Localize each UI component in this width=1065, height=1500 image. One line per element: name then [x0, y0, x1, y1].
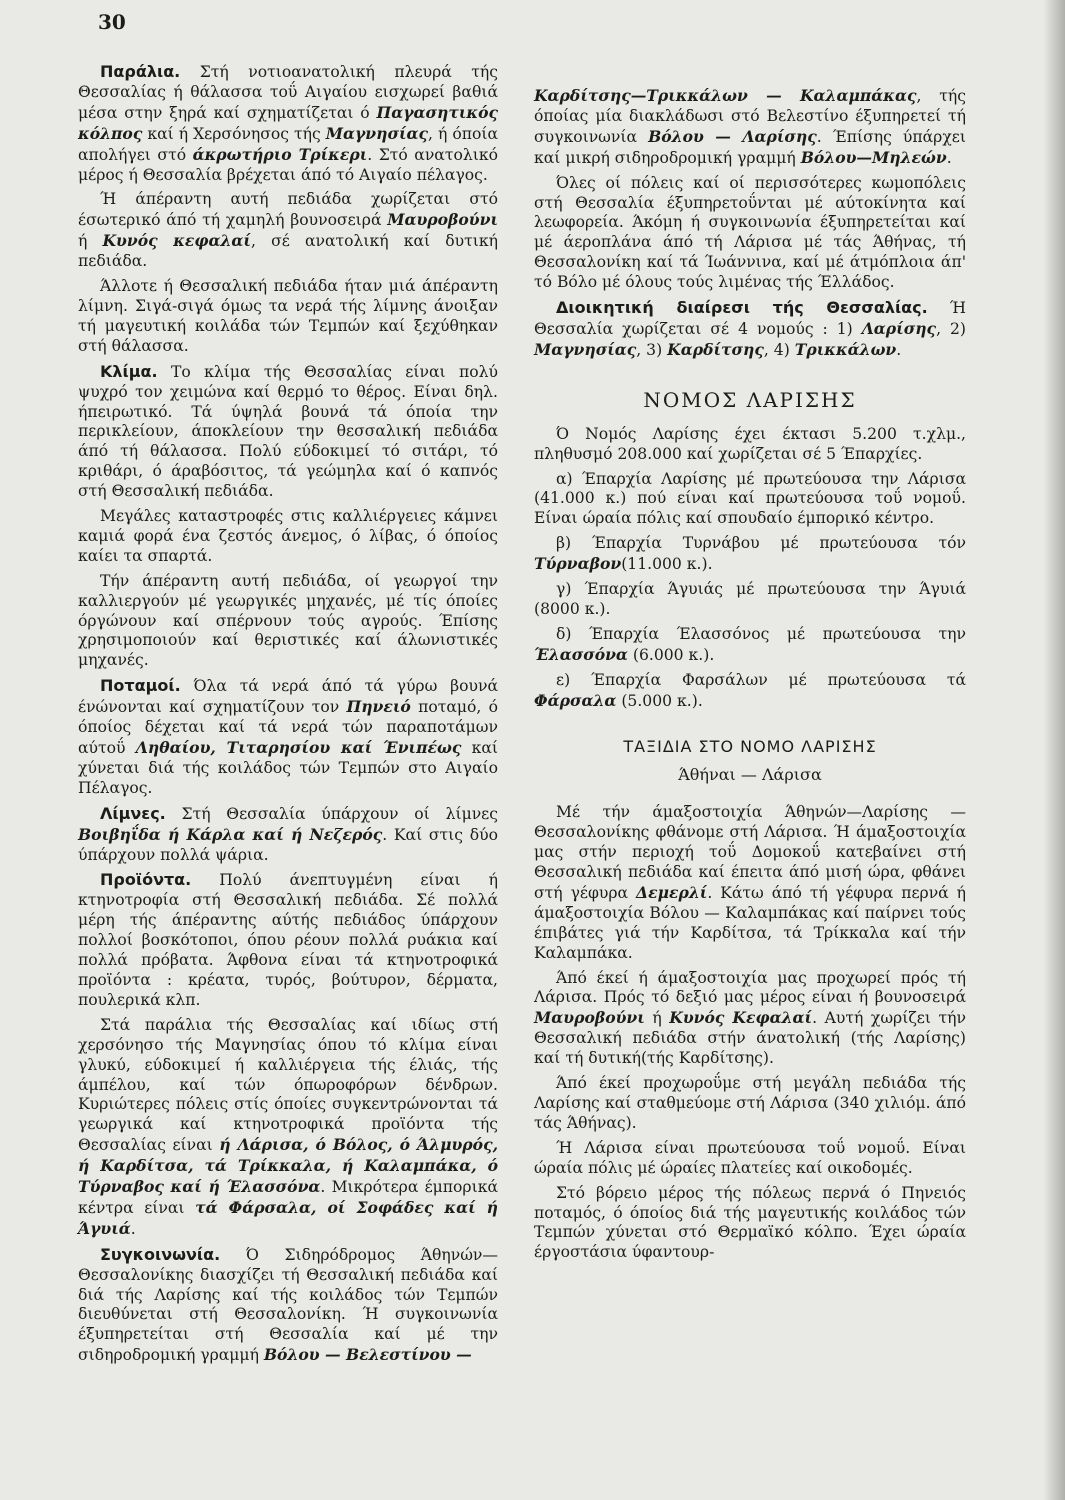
emphasized-term: ή Λάρισα, ό Βόλος, ό Άλμυρός, ή Καρδίτσα, τά Τρίκκαλα, ή Καλαμπάκα, ό Τύρναβος καί ή Έλασσόνα: [78, 1135, 498, 1197]
paragraph-text: (11.000 κ.).: [621, 555, 713, 574]
right_column_top-paragraph: [534, 298, 966, 361]
paragraph-text: Όλα τά νερά άπό τά γύρω βουνά ένώνονται καί σχηματίζουν τον: [78, 677, 498, 717]
paragraph-text: , ή όποία απολήγει στό: [78, 124, 498, 164]
paragraph-text: β) Έπαρχία Τυρνάβου μέ πρωτεύουσα τόν: [556, 534, 966, 553]
paragraph-lead-heading: Προϊόντα.: [100, 870, 192, 890]
paragraph-text: ποταμό, ό όποίος δέχεται καί τά νερά τών παραποτάμων αύτοΰ: [78, 698, 499, 757]
paragraph-text: ή: [78, 232, 103, 251]
right_column_top-paragraph: [534, 86, 966, 169]
paragraph-text: .: [946, 148, 952, 167]
paragraph-text: καί χύνεται διά τής κοιλάδος τών Τεμπών στο Αιγαίο Πέλαγος.: [78, 739, 498, 797]
emphasized-term: Παγασητικός κόλπος: [78, 102, 498, 143]
emphasized-term: Βόλου — Λαρίσης: [648, 126, 817, 146]
paragraph-text: . Μικρότερα έμπορικά κέντρα είναι: [78, 1178, 498, 1217]
emphasized-term: Κυνός Κεφαλαί: [669, 1008, 813, 1028]
paragraph-text: , σέ ανατολική καί δυτική πεδιάδα.: [78, 232, 498, 271]
emphasized-term: Καρδίτσης: [667, 339, 764, 359]
paragraph-text: .: [896, 340, 902, 359]
right_column_top-paragraph: [534, 174, 966, 293]
emphasized-term: Δεμερλί: [636, 882, 708, 902]
paragraph-text: . Αυτή χωρίζει τήν Θεσσαλική πεδιάδα στήν άνατολική (τής Λαρίσης) καί τή δυτική(τής Καρδίτσης).: [534, 1009, 966, 1068]
eparchies-paragraph: [534, 580, 966, 620]
paragraph-text: ή: [644, 1009, 670, 1028]
page-number: 30: [98, 10, 126, 34]
paragraph-text: , 3): [636, 340, 668, 359]
left_column-paragraph: [78, 870, 498, 1010]
travel_paragraphs-paragraph: [534, 1074, 966, 1134]
emphasized-term: άκρωτήριο Τρίκερι: [192, 144, 368, 164]
emphasized-term: Βοιβηΐδα ή Κάρλα καί ή Νεζερός: [78, 824, 383, 844]
left_column-paragraph: [78, 277, 498, 357]
emphasized-term: Μαυροβούνι: [387, 210, 498, 230]
paragraph-text: Άλλοτε ή Θεσσαλική πεδιάδα ήταν μιά άπέραντη λίμνη. Σιγά-σιγά όμως τα νερά τής λίμνης άνοιξαν τή μαγευτική κοιλάδα τών Τεμπών καί ξεχύθηκαν στή θάλασσα.: [78, 277, 498, 355]
emphasized-term: Φάρσαλα: [534, 690, 617, 710]
paragraph-text: , τής όποίας μία διακλάδωσι στό Βελεστίνο έξυπηρετεί τή συγκοινωνία: [534, 87, 966, 146]
left_column-paragraph: [78, 1245, 498, 1366]
emphasized-term: Τρικκάλων: [794, 339, 897, 359]
paragraph-text: Μεγάλες καταστροφές στις καλλιέργειες κάμνει καμιά φορά ένα ζεστός άνεμος, ό λίβας, ό όποίος καίει τα σπαρτά.: [78, 507, 498, 565]
travel_paragraphs-paragraph: [534, 803, 966, 963]
paragraph-lead-heading: Κλίμα.: [100, 361, 158, 381]
paragraph-lead-heading: Συγκοινωνία.: [100, 1244, 221, 1264]
paragraph-text: Άπό έκεί προχωροΰμε στή μεγάλη πεδιάδα τής Λαρίσης καί σταθμεύομε στή Λάρισα (340 χιλιόμ. άπό τάς Άθήνας).: [534, 1074, 966, 1132]
emphasized-term: Έλασσόνα: [534, 644, 628, 664]
left_column-paragraph: [78, 190, 498, 272]
paragraph-lead-heading: Ποταμοί.: [100, 676, 181, 696]
emphasized-term: Λαρίσης: [861, 318, 937, 338]
travel_paragraphs-paragraph: [534, 1139, 966, 1179]
left_column-paragraph: [78, 572, 498, 672]
paragraph-text: δ) Έπαρχία Έλασσόνος μέ πρωτεύουσα την: [556, 624, 966, 643]
travel-paragraphs: [534, 803, 966, 1263]
emphasized-term: Μαυροβούνι: [534, 1008, 645, 1028]
paragraph-text: . Στό ανατολικό μέρος ή Θεσσαλία βρέχεται άπό τό Αιγαίο πέλαγος.: [78, 145, 498, 184]
paragraph-text: γ) Έπαρχία Άγυιάς μέ πρωτεύουσα την Άγυιά (8000 κ.).: [534, 580, 966, 618]
paragraph-text: α) Έπαρχία Λαρίσης μέ πρωτεύουσα την Λάρισα (41.000 κ.) πού είναι καί πρωτεύουσα τοΰ νομοΰ. Είναι ώραία πόλις καί σπουδαίο έμπορικό κέντρο.: [534, 469, 966, 528]
eparchies-paragraph: [534, 671, 966, 712]
emphasized-term: Μαγνησίας: [534, 339, 637, 359]
left-column-paragraphs: [78, 62, 498, 1366]
paragraph-text: . Κάτω άπό τή γέφυρα περνά ή άμαξοστοιχία Βόλου — Καλαμπάκας καί παίρνει τούς έπιβάτες γιά τήν Καρδίτσα, τά Τρίκκαλα καί τήν Καλαμπάκα.: [534, 883, 966, 962]
eparchies-paragraph: [534, 625, 966, 666]
paragraph-text: Στή Θεσσαλία ύπάρχουν οί λίμνες: [165, 804, 498, 823]
paragraph-text: , 2): [936, 319, 966, 338]
paragraph-text: Μέ τήν άμαξοστοιχία Άθηνών—Λαρίσης — Θεσσαλονίκης φθάνομε στή Λάρισα. Ή άμαξοστοιχία μας στήν περιοχή τοΰ Δομοκοΰ κατεβαίνει στή Θεσσαλική πεδιάδα καί έπειτα άπό μισή ώρα, φθάνει στή γέφυρα: [534, 803, 966, 902]
left_column-paragraph: [78, 362, 498, 502]
paragraph-text: Ή Θεσσαλία χωρίζεται σέ 4 νομούς : 1): [534, 299, 966, 338]
emphasized-term: Πηνειό: [346, 697, 411, 717]
left_column-paragraph: [78, 62, 498, 185]
emphasized-term: Μαγνησίας: [325, 123, 429, 143]
paragraph-text: (6.000 κ.).: [627, 645, 715, 664]
paragraph-text: .: [130, 1219, 136, 1238]
paragraph-lead-heading: Παράλια.: [100, 62, 181, 81]
paragraph-text: Όλες οί πόλεις καί οί περισσότερες κωμοπόλεις στή Θεσσαλία έξυπηρετοΰνται μέ αύτοκίνητα καί λεωφορεία. Άκόμη ή συγκοινωνία έξυπηρετείται καί μέ άεροπλάνα άπό τή Λάρισα μέ τάς Άθήνας, τή Θεσσαλονίκη καί τά Ίωάννινα, καί μέ άτμόπλοια άπ' τό Βόλο μέ όλους τούς λιμένας τής Έλλάδος.: [534, 173, 966, 292]
travel-subtitle: Άθήναι — Λάρισα: [678, 765, 822, 785]
paragraph-text: Το κλίμα τής Θεσσαλίας είναι πολύ ψυχρό τον χειμώνα καί θερμό το θέρος. Είναι δηλ. ήπειρωτικό. Τά ύψηλά βουνά τά όποία την περικλείουν, άποκλείουν την θεσσαλική πεδιάδα άπό τή θάλασσα. Πολύ εύδοκιμεί τό σιτάρι, τό κριθάρι, ό άραβόσιτος, τά γεώμηλα καί ό καπνός στή Θεσσαλική πεδιάδα.: [78, 362, 498, 501]
paragraph-text: Στό βόρειο μέρος τής πόλεως περνά ό Πηνειός ποταμός, ό όποίος διά τής μαγευτικής κοιλάδος τών Τεμπών χύνεται στό Θερμαϊκό κόλπο. Έχει ώραία έργοστάσια ύφαντουρ-: [534, 1183, 966, 1262]
paragraph-text: Στή νοτιοανατολική πλευρά τής Θεσσαλίας ή θάλασσα τοΰ Αιγαίου εισχωρεί βαθιά μέσα στην ξηρά καί σχηματίζεται ό: [78, 63, 498, 122]
section-title: ΝΟΜΟΣ ΛΑΡΙΣΗΣ: [643, 387, 857, 412]
travel_paragraphs-paragraph: [534, 1184, 966, 1264]
eparchies-list: [534, 470, 966, 712]
emphasized-term: Τύρναβον: [534, 554, 622, 574]
emphasized-term: Ληθαίου, Τιταρησίου καί Ένιπέως: [135, 738, 462, 757]
left_column-paragraph: [78, 676, 498, 798]
paragraph-text: Πολύ άνεπτυγμένη είναι ή κτηνοτροφία στή Θεσσαλική πεδιάδα. Σέ πολλά μέρη τής άπέραντης αύτής πεδιάδος ύπάρχουν πολλοί βοσκότοποι, όπου ρέουν πολλά ρυάκια καί πολλά πρόβατα. Άφθονα είναι τά κτηνοτροφικά προϊόντα : κρέατα, τυρός, βούτυρον, δέρματα, πουλερικά κλπ.: [78, 871, 498, 1009]
paragraph-lead-heading: Λίμνες.: [100, 803, 166, 823]
paragraph-text: Ή άπέραντη αυτή πεδιάδα χωρίζεται στό έσωτερικό άπό τή χαμηλή βουνοσειρά: [78, 190, 498, 230]
travel-title: ΤΑΞΙΔΙΑ ΣΤΟ ΝΟΜΟ ΛΑΡΙΣΗΣ: [623, 737, 877, 757]
eparchies-paragraph: [534, 534, 966, 575]
paragraph-text: . Έπίσης ύπάρχει καί μικρή σιδηροδρομική γραμμή: [534, 127, 966, 167]
paragraph-text: , 4): [763, 340, 795, 359]
paragraph-text: Στά παράλια τής Θεσσαλίας καί ιδίως στή χερσόνησο τής Μαγνησίας όπου τό κλίμα είναι γλυκύ, εύδοκιμεί ή καλλιέργεια τής έλιάς, τής άμπέλου, καί τών όπωροφόρων δένδρων. Κυριώτερες πόλεις στίς όποίες συγκεντρώνονται τά γεωργικά καί κτηνοτροφικά προϊόντα τής Θεσσαλίας είναι: [78, 1015, 498, 1155]
left_column-paragraph: [78, 507, 498, 567]
paragraph-text: Τήν άπέραντη αυτή πεδιάδα, οί γεωργοί την καλλιεργούν μέ γεωργικές μηχανές, μέ τίς όποίες όργώνουν καί σπέρνουν τούς αγρούς. Έπίσης χρησιμοποιούν καί θεριστικές καί άλωνιστικές μηχανές.: [78, 571, 498, 670]
paragraph-text: Άπό έκεί ή άμαξοστοιχία μας προχωρεί πρός τή Λάρισα. Πρός τό δεξιό μας μέρος είναι ή βουνοσειρά: [534, 968, 966, 1007]
emphasized-term: τά Φάρσαλα, οί Σοφάδες καί ή Άγυιά: [78, 1197, 498, 1238]
paragraph-text: ε) Έπαρχία Φαρσάλων μέ πρωτεύουσα τά: [556, 670, 966, 689]
paragraph-lead-heading: Διοικητική διαίρεσι τής Θεσσαλίας.: [556, 298, 928, 318]
emphasized-term: Βόλου — Βελεστίνου —: [263, 1345, 472, 1365]
paragraph-text: . Καί στις δύο ύπάρχουν πολλά ψάρια.: [78, 825, 499, 864]
paragraph-text: καί ή Χερσόνησος τής: [142, 124, 326, 143]
page-edge-shadow: [1043, 0, 1065, 1500]
emphasized-term: Κυνός κεφαλαί: [102, 231, 251, 251]
nomos-intro: Ό Νομός Λαρίσης έχει έκτασι 5.200 τ.χλμ., πληθυσμό 208.000 καί χωρίζεται σέ 5 Έπαρχίες.: [534, 424, 966, 463]
paragraph-text: Ή Λάρισα είναι πρωτεύουσα τοΰ νομοΰ. Είναι ώραία πόλις μέ ώραίες πλατείες καί οικοδομές.: [534, 1138, 966, 1177]
emphasized-term: Καρδίτσης—Τρικκάλων — Καλαμπάκας: [534, 86, 917, 105]
right-column-top-paragraphs: [534, 86, 966, 361]
paragraph-text: Ό Σιδηρόδρομος Άθηνών—Θεσσαλονίκης διασχίζει τή Θεσσαλική πεδιάδα καί διά τής Λαρίσης καί τής κοιλάδος τών Τεμπών διευθύνεται στή Θεσσαλονίκη. Ή συγκοινωνία έξυπηρετείται στή Θεσσαλία καί μέ την σιδηροδρομική γραμμή: [78, 1245, 498, 1365]
travel_paragraphs-paragraph: [534, 969, 966, 1070]
left-column: [78, 62, 498, 1371]
left_column-paragraph: [78, 1016, 498, 1240]
right-column: [534, 86, 966, 1268]
left_column-paragraph: [78, 804, 498, 866]
eparchies-paragraph: [534, 470, 966, 530]
paragraph-text: (5.000 κ.).: [616, 691, 703, 710]
emphasized-term: Βόλου—Μηλεών: [800, 147, 947, 167]
